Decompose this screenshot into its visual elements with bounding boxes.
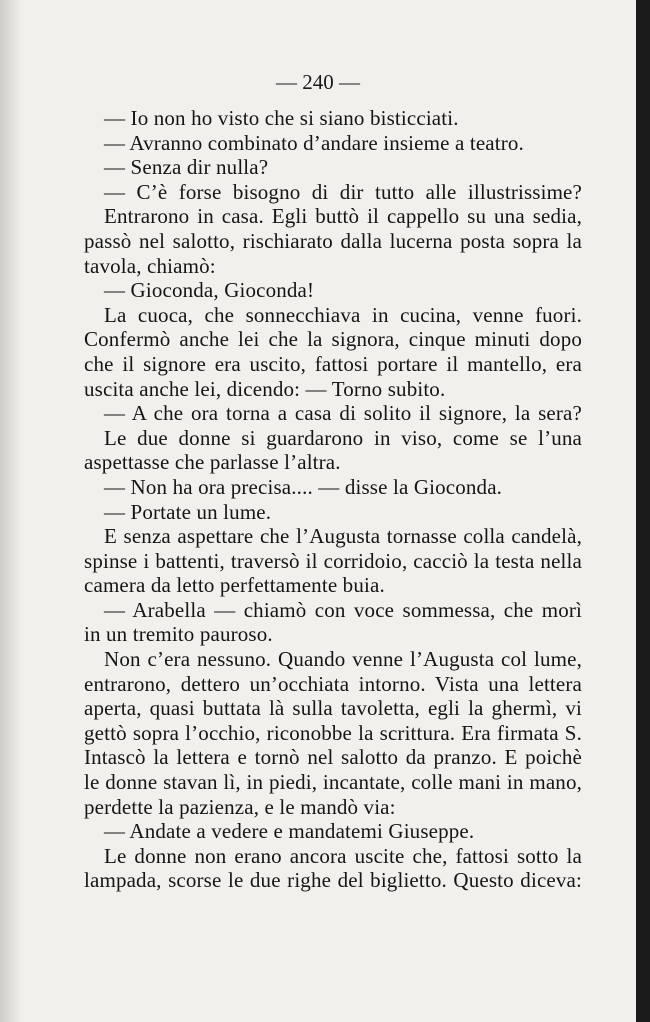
text-line	[0, 377, 636, 402]
line-text: — Portate un lume.	[104, 499, 272, 524]
line-text: La cuoca, che sonnecchiava in cucina, venne fuori.	[104, 302, 582, 327]
page-number: — 240 —	[276, 70, 360, 94]
line-text: — Io non ho visto che si siano bisticciati.	[104, 106, 459, 130]
text-line	[0, 819, 636, 844]
text-line	[0, 696, 636, 721]
page-edge-shadow	[636, 0, 650, 1022]
line-text: — Arabella — chiamò con voce sommessa, che morì	[104, 597, 582, 622]
line-text: — Non ha ora precisa.... — disse la Gioconda.	[104, 474, 503, 499]
text-line	[0, 204, 636, 229]
text-line	[0, 573, 636, 598]
text-line	[0, 327, 636, 352]
text-line	[0, 745, 636, 770]
text-line	[0, 647, 636, 672]
line-text: tavola, chiamò:	[84, 253, 216, 278]
line-text: — Avranno combinato d’andare insieme a teatro.	[104, 130, 524, 155]
text-line	[0, 155, 636, 180]
line-text: — C’è forse bisogno di dir tutto alle illustrissime?	[104, 179, 582, 204]
line-text: uscita anche lei, dicendo: — Torno subito.	[84, 376, 446, 401]
line-text: perdette la pazienza, e le mandò via:	[84, 794, 396, 819]
line-text: le donne stavan lì, in piedi, incantate, colle mani in mano,	[84, 770, 582, 795]
text-line	[0, 180, 636, 205]
text-line	[0, 475, 636, 500]
line-text: che il signore era uscito, fattosi portare il mantello, era	[84, 351, 582, 376]
line-text: Entrarono in casa. Egli buttò il cappello su una sedia,	[104, 204, 582, 229]
line-text: Confermò anche lei che la signora, cinque minuti dopo	[84, 327, 582, 352]
line-text: — Gioconda, Gioconda!	[104, 278, 315, 303]
text-line	[0, 426, 636, 451]
text-line	[0, 131, 636, 156]
text-line	[0, 352, 636, 377]
line-text: — Senza dir nulla?	[104, 155, 269, 180]
text-line	[0, 254, 636, 279]
text-line	[0, 868, 636, 893]
text-line	[0, 622, 636, 647]
text-line	[0, 278, 636, 303]
line-text: lampada, scorse le due righe del biglietto. Questo diceva:	[84, 868, 582, 893]
text-line	[0, 500, 636, 525]
body-text	[0, 106, 636, 893]
line-text: aperta, quasi buttata là sulla tavoletta, egli la ghermì, vi	[84, 696, 582, 721]
line-text: Intascò la lettera e tornò nel salotto da pranzo. E poichè	[84, 745, 582, 770]
line-text: — Andate a vedere e mandatemi Giuseppe.	[104, 819, 475, 844]
line-text: Non c’era nessuno. Quando venne l’Augusta col lume,	[104, 647, 582, 672]
text-line	[0, 598, 636, 623]
line-text: entrarono, dettero un’occhiata intorno. Vista una lettera	[84, 671, 582, 696]
text-line	[0, 770, 636, 795]
text-line	[0, 844, 636, 869]
text-line	[0, 303, 636, 328]
text-line	[0, 549, 636, 574]
line-text: camera da letto perfettamente buia.	[84, 573, 385, 598]
text-line	[0, 795, 636, 820]
line-text: — A che ora torna a casa di solito il signore, la sera?	[104, 401, 582, 426]
text-line	[0, 721, 636, 746]
text-line	[0, 229, 636, 254]
text-line	[0, 672, 636, 697]
line-text: passò nel salotto, rischiarato dalla lucerna posta sopra la	[84, 228, 582, 253]
line-text: in un tremito pauroso.	[84, 622, 273, 647]
line-text: Le due donne si guardarono in viso, come se l’una	[104, 425, 582, 450]
line-text: E senza aspettare che l’Augusta tornasse colla candelà,	[104, 524, 582, 549]
line-text: gettò sopra l’occhio, riconobbe la scrittura. Era firmata S.	[84, 720, 582, 745]
line-text: Le donne non erano ancora uscite che, fattosi sotto la	[104, 843, 582, 868]
text-line	[0, 524, 636, 549]
line-text: aspettasse che parlasse l’altra.	[84, 450, 341, 475]
line-text: spinse i battenti, traversò il corridoio, cacciò la testa nella	[84, 548, 582, 573]
text-line	[0, 401, 636, 426]
text-line	[0, 450, 636, 475]
text-line	[0, 106, 636, 131]
